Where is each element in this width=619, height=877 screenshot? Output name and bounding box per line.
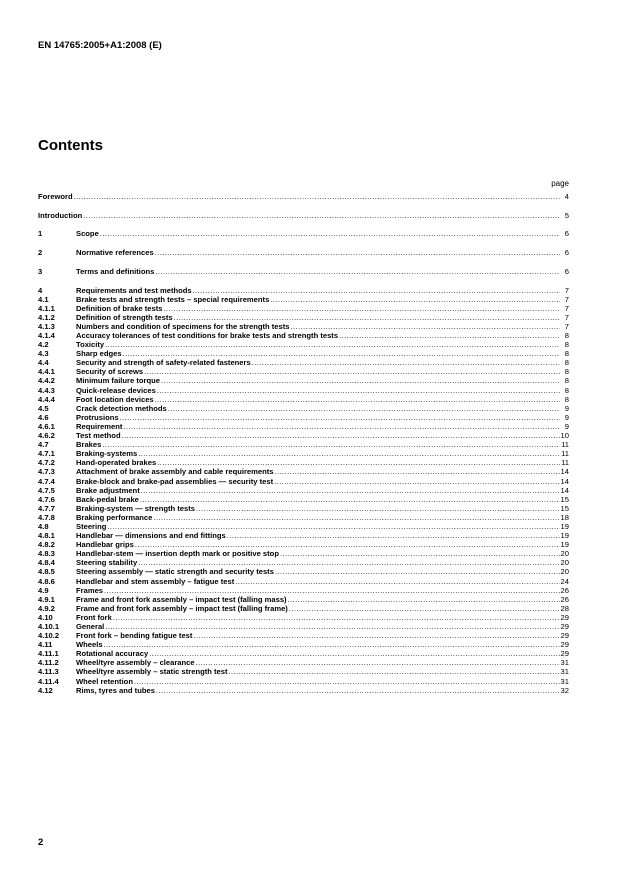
toc-entry-title: Braking-systems bbox=[76, 449, 138, 459]
toc-entry[interactable] bbox=[38, 285, 569, 294]
toc-entry-title: Hand-operated brakes bbox=[76, 458, 157, 468]
dot-leader bbox=[164, 304, 561, 313]
toc-entry-title: Minimum failure torque bbox=[76, 376, 160, 386]
toc-entry-number: 4.7.6 bbox=[38, 494, 55, 504]
toc-entry-title: Definition of brake tests bbox=[76, 303, 163, 313]
toc-entry-page: 11 bbox=[561, 440, 569, 450]
toc-entry-page: 5 bbox=[564, 210, 569, 220]
page-column-label: page bbox=[551, 179, 569, 188]
dot-leader bbox=[161, 376, 560, 385]
dot-leader bbox=[123, 422, 560, 431]
toc-entry[interactable] bbox=[38, 576, 569, 585]
toc-entry[interactable] bbox=[38, 229, 569, 238]
toc-entry-title: Foreword bbox=[38, 192, 73, 202]
toc-entry-title: Steering assembly — static strength and security tests bbox=[76, 567, 274, 577]
toc-entry-page: 7 bbox=[564, 303, 569, 313]
toc-entry[interactable] bbox=[38, 431, 569, 440]
toc-entry-title: Toxicity bbox=[76, 340, 105, 350]
toc-entry[interactable] bbox=[38, 540, 569, 549]
toc-entry-page: 9 bbox=[564, 412, 569, 422]
toc-entry-page: 14 bbox=[560, 467, 569, 477]
toc-entry-title: Wheels bbox=[76, 640, 103, 650]
toc-entry[interactable] bbox=[38, 667, 569, 676]
toc-entry-page: 7 bbox=[564, 285, 569, 295]
toc-entry-number: 4 bbox=[38, 285, 43, 295]
toc-entry-page: 8 bbox=[564, 385, 569, 395]
toc-entry-number: 4.1.1 bbox=[38, 303, 55, 313]
toc-entry-title: Rotational accuracy bbox=[76, 649, 149, 659]
toc-entry-number: 4.4.4 bbox=[38, 394, 55, 404]
table-of-contents bbox=[38, 192, 569, 695]
toc-entry-number: 4.9.1 bbox=[38, 594, 55, 604]
toc-entry-title: Steering bbox=[76, 521, 107, 531]
toc-entry[interactable] bbox=[38, 467, 569, 476]
toc-entry-number: 4.7 bbox=[38, 440, 49, 450]
toc-entry-title: Handlebar-stem — insertion depth mark or positive stop bbox=[76, 549, 279, 559]
toc-entry-title: Front fork bbox=[76, 612, 112, 622]
toc-entry-title: Security and strength of safety-related fasteners bbox=[76, 358, 251, 368]
toc-entry-title: Braking performance bbox=[76, 512, 153, 522]
toc-entry-number: 4.1.4 bbox=[38, 331, 55, 340]
toc-entry-number: 4.1.3 bbox=[38, 321, 55, 331]
toc-entry-title: Rims, tyres and tubes bbox=[76, 685, 155, 695]
toc-entry-number: 4.9 bbox=[38, 585, 49, 595]
dot-leader bbox=[74, 192, 560, 201]
toc-entry-number: 4.10.2 bbox=[38, 631, 60, 641]
toc-entry-title: Frame and front fork assembly – impact test (falling mass) bbox=[76, 594, 287, 604]
toc-entry[interactable] bbox=[38, 640, 569, 649]
toc-entry-page: 31 bbox=[560, 658, 569, 668]
toc-entry-page: 11 bbox=[561, 449, 569, 459]
toc-entry-number: 1 bbox=[38, 229, 43, 239]
dot-leader bbox=[156, 686, 560, 695]
toc-entry[interactable] bbox=[38, 458, 569, 467]
toc-entry-page: 6 bbox=[564, 229, 569, 239]
dot-leader bbox=[275, 467, 560, 476]
toc-entry-page: 31 bbox=[560, 676, 569, 686]
dot-leader bbox=[144, 367, 560, 376]
toc-entry-page: 19 bbox=[560, 531, 569, 541]
toc-entry-page: 20 bbox=[560, 567, 569, 577]
dot-leader bbox=[83, 211, 560, 220]
toc-entry-title: Crack detection methods bbox=[76, 403, 167, 413]
toc-entry[interactable] bbox=[38, 304, 569, 313]
toc-entry-page: 28 bbox=[560, 603, 569, 613]
dot-leader bbox=[157, 386, 560, 395]
dot-leader bbox=[135, 540, 560, 549]
toc-entry-title: Brakes bbox=[76, 440, 102, 450]
toc-entry-title: Accuracy tolerances of test conditions for brake tests and strength tests bbox=[76, 331, 339, 340]
dot-leader bbox=[113, 613, 560, 622]
dot-leader bbox=[252, 358, 560, 367]
toc-entry[interactable] bbox=[38, 404, 569, 413]
toc-entry-page: 26 bbox=[560, 585, 569, 595]
dot-leader bbox=[100, 229, 560, 238]
toc-entry-title: Test method bbox=[76, 431, 121, 441]
toc-entry-title: Braking-system — strength tests bbox=[76, 503, 196, 513]
toc-entry-title: Security of screws bbox=[76, 367, 144, 377]
toc-entry[interactable] bbox=[38, 604, 569, 613]
toc-entry-page: 4 bbox=[564, 192, 569, 202]
toc-entry[interactable] bbox=[38, 522, 569, 531]
dot-leader bbox=[138, 449, 560, 458]
toc-entry-number: 4.8.2 bbox=[38, 540, 55, 550]
toc-entry[interactable] bbox=[38, 248, 569, 257]
dot-leader bbox=[168, 404, 560, 413]
dot-leader bbox=[193, 286, 560, 295]
toc-entry[interactable] bbox=[38, 211, 569, 220]
dot-leader bbox=[155, 395, 560, 404]
toc-entry-page: 19 bbox=[560, 540, 569, 550]
toc-entry-page: 14 bbox=[560, 476, 569, 486]
toc-entry-number: 4.6.2 bbox=[38, 431, 55, 441]
dot-leader bbox=[105, 622, 559, 631]
toc-entry[interactable] bbox=[38, 676, 569, 685]
toc-entry-number: 4.7.2 bbox=[38, 458, 55, 468]
toc-entry-title: Back-pedal brake bbox=[76, 494, 139, 504]
toc-entry-number: 4.8.3 bbox=[38, 549, 55, 559]
page-title: Contents bbox=[38, 137, 103, 154]
toc-entry-number: 4.6.1 bbox=[38, 421, 55, 431]
toc-entry-number: 4.8.6 bbox=[38, 576, 55, 586]
dot-leader bbox=[104, 586, 560, 595]
toc-entry-title: Brake-block and brake-pad assemblies — security test bbox=[76, 476, 274, 486]
toc-entry-page: 8 bbox=[564, 367, 569, 377]
toc-entry-page: 29 bbox=[560, 622, 569, 631]
dot-leader bbox=[107, 522, 559, 531]
toc-entry-title: Front fork – bending fatigue test bbox=[76, 631, 193, 641]
toc-entry[interactable] bbox=[38, 358, 569, 367]
dot-leader bbox=[155, 267, 560, 276]
toc-entry-title: Handlebar — dimensions and end fittings bbox=[76, 531, 226, 541]
toc-entry-page: 9 bbox=[564, 421, 569, 431]
toc-entry-title: Wheel/tyre assembly – static strength test bbox=[76, 667, 228, 677]
toc-entry-number: 4.11 bbox=[38, 640, 53, 650]
toc-entry-page: 18 bbox=[560, 512, 569, 522]
dot-leader bbox=[155, 248, 560, 257]
toc-entry-number: 4.7.4 bbox=[38, 476, 55, 486]
toc-entry-title: Introduction bbox=[38, 210, 83, 220]
toc-entry[interactable] bbox=[38, 558, 569, 567]
toc-entry-page: 8 bbox=[564, 349, 569, 359]
toc-entry[interactable] bbox=[38, 322, 569, 331]
toc-entry-page: 8 bbox=[564, 358, 569, 368]
toc-entry-title: Brake tests and strength tests – special requirements bbox=[76, 294, 270, 304]
toc-entry-page: 20 bbox=[560, 549, 569, 559]
toc-entry-page: 8 bbox=[564, 394, 569, 404]
toc-entry[interactable] bbox=[38, 376, 569, 385]
toc-entry-title: Definition of strength tests bbox=[76, 312, 173, 322]
toc-entry[interactable] bbox=[38, 340, 569, 349]
dot-leader bbox=[291, 322, 561, 331]
toc-entry-number: 4.8.1 bbox=[38, 531, 55, 541]
toc-entry-number: 4.5 bbox=[38, 403, 49, 413]
toc-entry[interactable] bbox=[38, 313, 569, 322]
dot-leader bbox=[102, 440, 560, 449]
toc-entry[interactable] bbox=[38, 613, 569, 622]
toc-entry[interactable] bbox=[38, 395, 569, 404]
toc-entry-number: 4.8.5 bbox=[38, 567, 55, 577]
dot-leader bbox=[120, 413, 560, 422]
toc-entry[interactable] bbox=[38, 495, 569, 504]
toc-entry-page: 31 bbox=[560, 667, 569, 677]
dot-leader bbox=[235, 577, 559, 586]
document-header: EN 14765:2005+A1:2008 (E) bbox=[38, 40, 162, 51]
toc-entry-number: 4.4.3 bbox=[38, 385, 55, 395]
toc-entry-title: Terms and definitions bbox=[76, 266, 155, 276]
toc-entry-title: Scope bbox=[76, 229, 99, 239]
toc-entry[interactable] bbox=[38, 567, 569, 576]
toc-entry[interactable] bbox=[38, 440, 569, 449]
toc-entry[interactable] bbox=[38, 631, 569, 640]
toc-entry-number: 4.7.5 bbox=[38, 485, 55, 495]
toc-entry-title: Frame and front fork assembly – impact test (falling frame) bbox=[76, 603, 288, 613]
toc-entry-title: Protrusions bbox=[76, 412, 119, 422]
toc-entry-number: 4.8 bbox=[38, 521, 49, 531]
toc-entry-number: 2 bbox=[38, 248, 43, 258]
toc-entry-number: 4.10 bbox=[38, 612, 53, 622]
toc-entry-page: 24 bbox=[560, 576, 569, 586]
toc-entry-number: 4.1 bbox=[38, 294, 49, 304]
toc-entry[interactable] bbox=[38, 504, 569, 513]
toc-entry[interactable] bbox=[38, 549, 569, 558]
dot-leader bbox=[339, 331, 560, 340]
toc-entry[interactable] bbox=[38, 449, 569, 458]
dot-leader bbox=[193, 631, 559, 640]
toc-entry-page: 15 bbox=[560, 494, 569, 504]
dot-leader bbox=[227, 531, 560, 540]
toc-entry-page: 11 bbox=[561, 458, 569, 468]
toc-entry-page: 29 bbox=[560, 631, 569, 641]
toc-entry[interactable] bbox=[38, 476, 569, 485]
toc-entry-number: 4.11.3 bbox=[38, 667, 59, 677]
toc-entry-page: 6 bbox=[564, 266, 569, 276]
toc-entry-page: 26 bbox=[560, 594, 569, 604]
dot-leader bbox=[157, 458, 560, 467]
dot-leader bbox=[122, 431, 560, 440]
dot-leader bbox=[196, 658, 560, 667]
toc-entry-number: 4.4.1 bbox=[38, 367, 55, 377]
toc-entry-number: 4.11.2 bbox=[38, 658, 59, 668]
toc-entry-page: 7 bbox=[564, 321, 569, 331]
toc-entry-page: 7 bbox=[564, 312, 569, 322]
toc-entry-number: 4.1.2 bbox=[38, 312, 55, 322]
toc-entry[interactable] bbox=[38, 649, 569, 658]
dot-leader bbox=[105, 340, 560, 349]
dot-leader bbox=[174, 313, 560, 322]
toc-entry-page: 29 bbox=[560, 612, 569, 622]
toc-entry[interactable] bbox=[38, 367, 569, 376]
toc-entry-title: Numbers and condition of specimens for the strength tests bbox=[76, 321, 290, 331]
toc-entry-number: 4.12 bbox=[38, 685, 53, 695]
toc-entry-number: 4.6 bbox=[38, 412, 49, 422]
toc-entry-title: Requirements and test methods bbox=[76, 285, 192, 295]
toc-entry-page: 15 bbox=[560, 503, 569, 513]
toc-entry-page: 6 bbox=[564, 248, 569, 258]
toc-entry-number: 4.11.1 bbox=[38, 649, 59, 659]
dot-leader bbox=[138, 558, 559, 567]
toc-entry-title: Wheel/tyre assembly – clearance bbox=[76, 658, 195, 668]
dot-leader bbox=[140, 495, 560, 504]
toc-entry-title: Normative references bbox=[76, 248, 154, 258]
dot-leader bbox=[104, 640, 560, 649]
toc-entry[interactable] bbox=[38, 385, 569, 394]
toc-entry[interactable] bbox=[38, 531, 569, 540]
toc-entry-page: 7 bbox=[564, 294, 569, 304]
toc-entry-page: 10 bbox=[560, 431, 569, 441]
toc-entry-title: Handlebar grips bbox=[76, 540, 134, 550]
toc-entry-title: General bbox=[76, 622, 105, 631]
toc-entry-page: 8 bbox=[564, 340, 569, 350]
toc-entry-number: 3 bbox=[38, 266, 43, 276]
toc-entry-title: Frames bbox=[76, 585, 104, 595]
toc-entry-title: Quick-release devices bbox=[76, 385, 156, 395]
toc-entry[interactable] bbox=[38, 413, 569, 422]
toc-entry[interactable] bbox=[38, 192, 569, 201]
toc-entry-number: 4.7.8 bbox=[38, 512, 55, 522]
toc-entry[interactable] bbox=[38, 331, 569, 340]
dot-leader bbox=[153, 513, 559, 522]
dot-leader bbox=[229, 667, 560, 676]
toc-entry-page: 8 bbox=[564, 376, 569, 386]
dot-leader bbox=[196, 504, 560, 513]
dot-leader bbox=[288, 595, 560, 604]
toc-entry-page: 32 bbox=[560, 685, 569, 695]
toc-entry-page: 20 bbox=[560, 558, 569, 568]
toc-entry-number: 4.7.3 bbox=[38, 467, 55, 477]
dot-leader bbox=[274, 477, 559, 486]
toc-entry[interactable] bbox=[38, 513, 569, 522]
dot-leader bbox=[289, 604, 560, 613]
dot-leader bbox=[270, 295, 560, 304]
toc-entry-title: Attachment of brake assembly and cable requirements bbox=[76, 467, 274, 477]
toc-entry-title: Requirement bbox=[76, 421, 123, 431]
page-number: 2 bbox=[38, 837, 44, 848]
toc-entry-number: 4.7.1 bbox=[38, 449, 55, 459]
toc-entry[interactable] bbox=[38, 622, 569, 631]
toc-entry[interactable] bbox=[38, 295, 569, 304]
toc-entry-number: 4.4 bbox=[38, 358, 49, 368]
toc-entry[interactable] bbox=[38, 267, 569, 276]
toc-entry-page: 14 bbox=[560, 485, 569, 495]
toc-entry-title: Handlebar and stem assembly – fatigue test bbox=[76, 576, 235, 586]
toc-entry[interactable] bbox=[38, 595, 569, 604]
dot-leader bbox=[123, 349, 560, 358]
toc-entry-number: 4.7.7 bbox=[38, 503, 55, 513]
dot-leader bbox=[134, 677, 560, 686]
dot-leader bbox=[275, 567, 560, 576]
toc-entry-title: Brake adjustment bbox=[76, 485, 140, 495]
toc-entry-number: 4.8.4 bbox=[38, 558, 55, 568]
toc-entry-number: 4.2 bbox=[38, 340, 49, 350]
dot-leader bbox=[149, 649, 559, 658]
toc-entry-page: 29 bbox=[560, 649, 569, 659]
toc-entry-page: 9 bbox=[564, 403, 569, 413]
toc-entry-page: 29 bbox=[560, 640, 569, 650]
toc-entry-page: 8 bbox=[564, 331, 569, 340]
toc-entry-number: 4.3 bbox=[38, 349, 49, 359]
toc-entry[interactable] bbox=[38, 349, 569, 358]
toc-entry-number: 4.11.4 bbox=[38, 676, 59, 686]
toc-entry-page: 19 bbox=[560, 521, 569, 531]
dot-leader bbox=[141, 486, 560, 495]
toc-entry-title: Wheel retention bbox=[76, 676, 133, 686]
toc-entry-title: Sharp edges bbox=[76, 349, 122, 359]
toc-entry[interactable] bbox=[38, 658, 569, 667]
dot-leader bbox=[280, 549, 560, 558]
toc-entry[interactable] bbox=[38, 586, 569, 595]
toc-entry[interactable] bbox=[38, 422, 569, 431]
toc-entry-number: 4.4.2 bbox=[38, 376, 55, 386]
toc-entry[interactable] bbox=[38, 486, 569, 495]
toc-entry-number: 4.9.2 bbox=[38, 603, 55, 613]
toc-entry-title: Foot location devices bbox=[76, 394, 154, 404]
toc-entry-number: 4.10.1 bbox=[38, 622, 60, 631]
toc-entry-title: Steering stability bbox=[76, 558, 138, 568]
toc-entry[interactable] bbox=[38, 686, 569, 695]
